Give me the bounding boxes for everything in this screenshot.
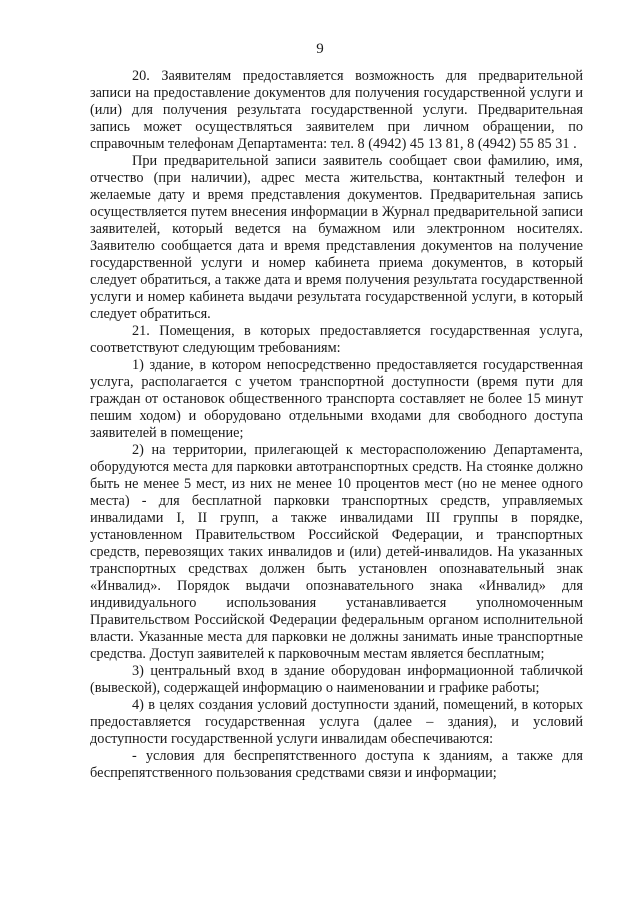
list-item-3-entrance-sign: 3) центральный вход в здание оборудован информационной табличкой (вывеской), содержащей информацию о наименовании и графике работы; [90,663,583,696]
list-item-accessibility-conditions: - условия для беспрепятственного доступа к зданиям, а также для беспрепятственного пользования средствами связи и информации; [90,748,583,781]
document-body [90,68,583,782]
list-item-1-building: 1) здание, в котором непосредственно предоставляется государственная услуга, располагается с учетом транспортной доступности (время пути для граждан от остановок общественного транспорта составляет не более 15 минут пешим ходом) и оборудовано отдельными входами для свободного доступа заявителей в помещение; [90,357,583,441]
page-number: 9 [316,41,324,57]
list-item-4-accessibility: 4) в целях создания условий доступности зданий, помещений, в которых предоставляется государственная услуга (далее – здания), и условий доступности государственной услуги инвалидам обеспечиваются: [90,697,583,747]
paragraph-20-preliminary-registration: 20. Заявителям предоставляется возможность для предварительной записи на предоставление документов для получения государственной услуги и (или) для получения результата государственной услуги. Предварительная запись может осуществляться заявителем при личном обращении, по справочным телефонам Департамента: тел. 8 (4942) 45 13 81, 8 (4942) 55 85 31 . [90,68,583,152]
paragraph-21-premises-requirements: 21. Помещения, в которых предоставляется государственная услуга, соответствуют следующим требованиям: [90,323,583,356]
paragraph-preliminary-registration-details: При предварительной записи заявитель сообщает свои фамилию, имя, отчество (при наличии), адрес места жительства, контактный телефон и желаемые дату и время представления документов. Предварительная запись осуществляется путем внесения информации в Журнал предварительной записи заявителей, который ведется на бумажном или электронном носителях. Заявителю сообщается дата и время представления документов на получение государственной услуги и номер кабинета приема документов, в который следует обратиться, а также дата и время получения результата государственной услуги и номер кабинета выдачи результата государственной услуги, в который следует обратиться. [90,153,583,322]
list-item-2-parking: 2) на территории, прилегающей к месторасположению Департамента, оборудуются места для парковки автотранспортных средств. На стоянке должно быть не менее 5 мест, из них не менее 10 процентов мест (но не менее одного места) - для бесплатной парковки транспортных средств, управляемых инвалидами I, II групп, а также инвалидами III группы в порядке, установленном Правительством Российской Федерации, и транспортных средств, перевозящих таких инвалидов и (или) детей-инвалидов. На указанных транспортных средствах должен быть установлен опознавательный знак «Инвалид». Порядок выдачи опознавательного знака «Инвалид» для индивидуального использования устанавливается уполномоченным Правительством Российской Федерации федеральным органом исполнительной власти. Указанные места для парковки не должны занимать иные транспортные средства. Доступ заявителей к парковочным местам является бесплатным; [90,442,583,662]
